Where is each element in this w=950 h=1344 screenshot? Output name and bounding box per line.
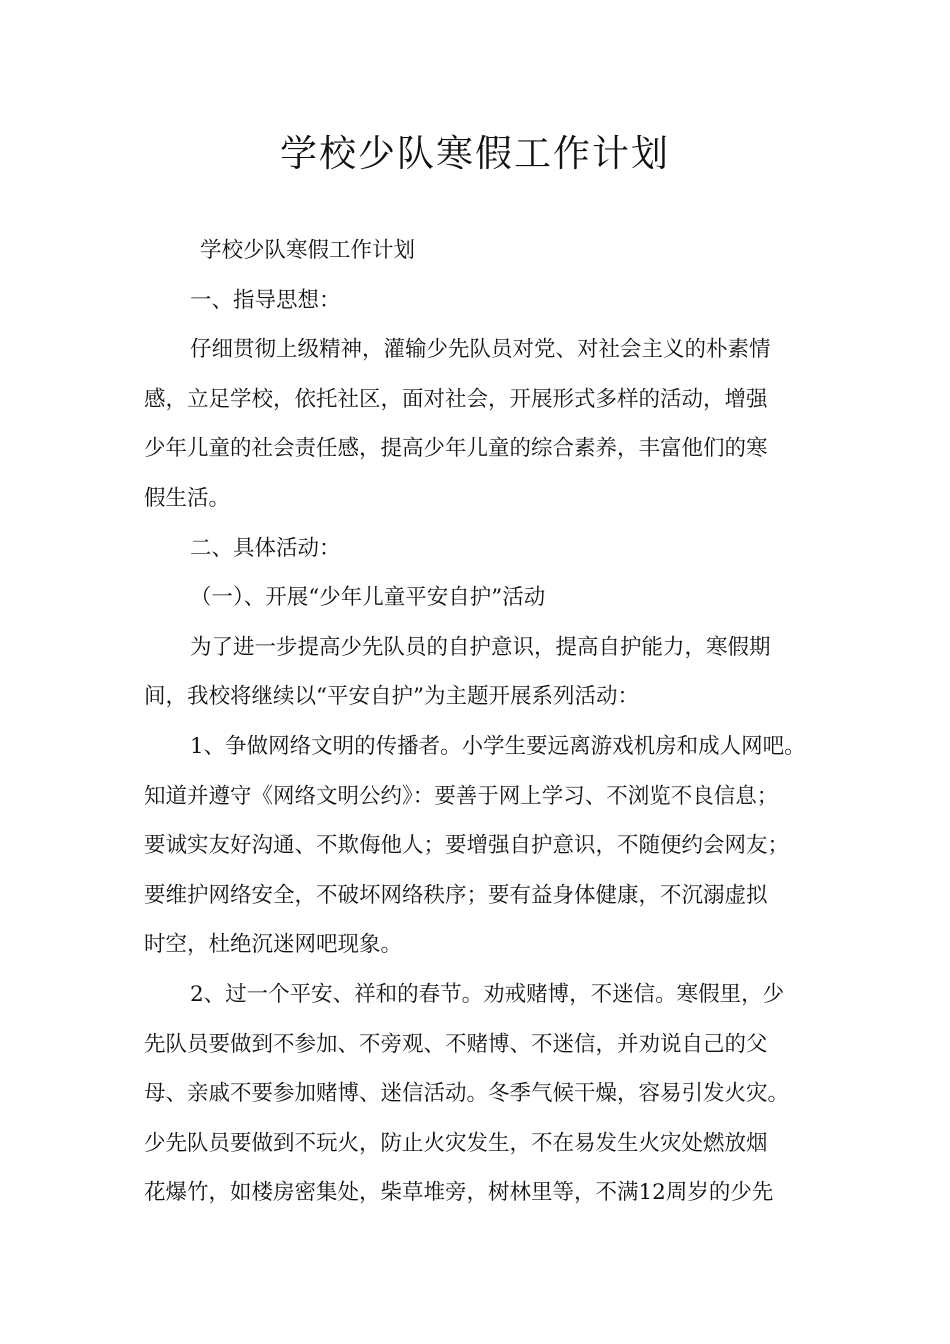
paragraph-line: 花爆竹，如楼房密集处，柴草堆旁，树林里等，不满12周岁的少先: [144, 1180, 774, 1206]
paragraph-line: 先队员要做到不参加、不旁观、不赌博、不迷信，并劝说自己的父: [144, 1031, 768, 1057]
section-heading-guiding-thought: 一、指导思想：: [190, 287, 341, 313]
paragraph-line: 母、亲戚不要参加赌博、迷信活动。冬季气候干燥，容易引发火灾。: [144, 1081, 790, 1107]
document-body: [144, 226, 808, 1218]
list-item-line: 1、争做网络文明的传播者。小学生要远离游戏机房和成人网吧。: [190, 733, 806, 759]
paragraph-line: 要维护网络安全，不破坏网络秩序；要有益身体健康，不沉溺虚拟: [144, 882, 768, 908]
paragraph-line: 要诚实友好沟通、不欺侮他人；要增强自护意识，不随便约会网友；: [144, 833, 790, 859]
subsection-heading-self-protection: （一）、开展“少年儿童平安自护”活动: [190, 585, 546, 611]
paragraph-line: 少年儿童的社会责任感，提高少年儿童的综合素养，丰富他们的寒: [144, 436, 768, 462]
document-title: 学校少队寒假工作计划: [280, 132, 670, 175]
paragraph-line: 间，我校将继续以“平安自护”为主题开展系列活动：: [144, 684, 639, 710]
subtitle-line: 学校少队寒假工作计划: [200, 238, 416, 263]
list-item-line: 2、过一个平安、祥和的春节。劝戒赌博，不迷信。寒假里，少: [190, 981, 785, 1007]
paragraph-line: 感，立足学校，依托社区，面对社会，开展形式多样的活动，增强: [144, 386, 768, 412]
section-heading-activities: 二、具体活动：: [190, 535, 341, 561]
paragraph-line: 假生活。: [144, 485, 231, 511]
paragraph-line: 知道并遵守《网络文明公约》：要善于网上学习、不浏览不良信息；: [144, 783, 779, 809]
paragraph-line: 时空，杜绝沉迷网吧现象。: [144, 932, 403, 958]
paragraph-line: 少先队员要做到不玩火，防止火灾发生，不在易发生火灾处燃放烟: [144, 1130, 768, 1156]
paragraph-line: 仔细贯彻上级精神，灌输少先队员对党、对社会主义的朴素情: [190, 337, 771, 363]
paragraph-line: 为了进一步提高少先队员的自护意识，提高自护能力，寒假期: [190, 634, 771, 660]
